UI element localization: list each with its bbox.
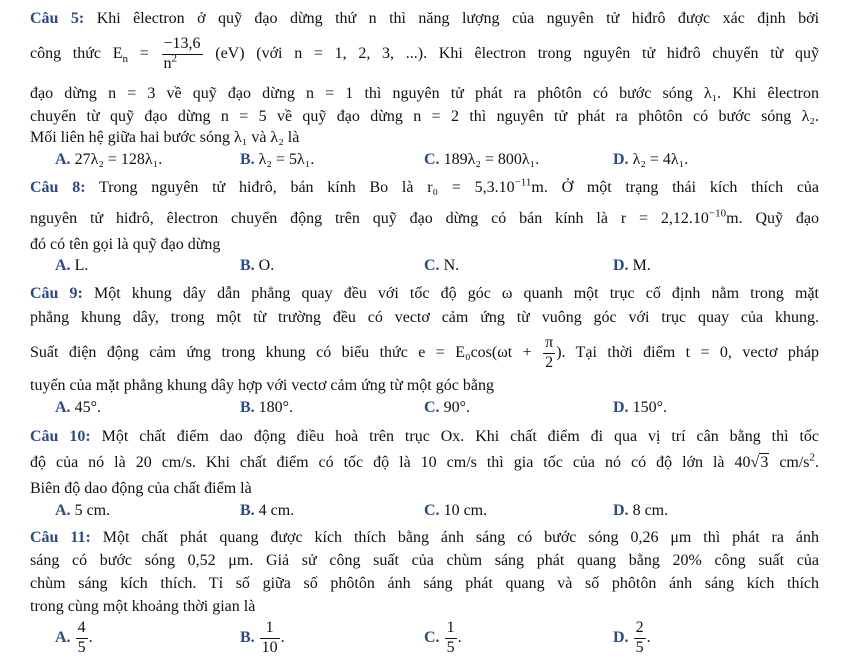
q5-line-3: đạo dừng n = 3 về quỹ đạo dừng n = 1 thì nguyên tử phát ra phôtôn có bước sóng λ₁. Khi êlectron — [30, 85, 819, 102]
q9-options — [0, 400, 843, 420]
q11-line-2: sáng có bước sóng 0,52 μm. Giả sử công suất của chùm sáng phát quang bằng 20% công suất của — [30, 552, 819, 569]
q10-line-1: Câu 10: Một chất điểm dao động điều hoà trên trục Ox. Khi chất điểm đi qua vị trí cân bằng thì tốc — [30, 428, 819, 445]
q5-option-d[interactable]: D. λ₂ = 4λ₁. — [613, 151, 689, 168]
q10-option-d[interactable]: D. 8 cm. — [613, 502, 669, 519]
q9-option-a[interactable]: A. 45°. — [55, 399, 101, 416]
q8-option-c[interactable]: C. N. — [424, 257, 460, 274]
q8-option-a[interactable]: A. L. — [55, 257, 89, 274]
q5-line-1 — [30, 11, 819, 27]
q10-label: Câu 10: — [30, 428, 91, 445]
q10-option-a[interactable]: A. 5 cm. — [55, 502, 111, 519]
q8-line-2: nguyên tử hiđrô, êlectron chuyển động trên quỹ đạo dừng có bán kính là $r = 2,12.10^{-10}m$. Quỹ đạo — [30, 207, 819, 227]
q8-option-b[interactable]: B. O. — [240, 257, 275, 274]
q5-text-2b: (eV) (với n = 1, 2, 3, ...). Khi êlectron trong nguyên tử hiđrô chuyển từ quỹ — [215, 44, 820, 62]
q5-label: Câu 5: — [30, 10, 85, 27]
q5-text-1: Khi êlectron ở quỹ đạo dừng thứ n thì năng lượng của nguyên tử hiđrô được xác định bởi — [96, 10, 820, 27]
q11-options — [0, 620, 843, 664]
q8-line-3: đó có tên gọi là quỹ đạo dừng — [30, 236, 221, 253]
q8-option-d[interactable]: D. M. — [613, 257, 651, 274]
q11-option-d[interactable]: D. $\frac{2}{5}$ . — [613, 619, 651, 656]
acceleration-value: 40√3 $cm/s^2$. — [734, 451, 820, 471]
energy-fraction-denominator: $n^2$ — [163, 52, 177, 72]
bohr-radius: $r_0 = 5,3.10^{-11}$ — [427, 176, 532, 196]
q8-label: Câu 8: — [30, 179, 86, 196]
q10-line-2: độ của nó là 20 cm/s. Khi chất điểm có tốc độ là 10 cm/s thì gia tốc của nó có độ lớn là 40√3 $cm/s^2$. — [30, 451, 820, 471]
energy-fraction-numerator: −13,6 — [162, 36, 203, 55]
q10-options — [0, 503, 843, 523]
q11-line-1: Câu 11: Một chất phát quang được kích thích bằng ánh sáng có bước sóng 0,26 μm thì phát ra ánh — [30, 529, 820, 546]
q11-option-a[interactable]: A. $\frac{4}{5}$ . — [55, 619, 93, 656]
energy-symbol: $E_n$ — [112, 44, 129, 66]
q9-option-b[interactable]: B. 180°. — [240, 399, 294, 416]
q5-option-b[interactable]: B. λ₂ = 5λ₁. — [240, 151, 315, 168]
q9-option-d[interactable]: D. 150°. — [613, 399, 667, 416]
q5-text-2a: công thức — [30, 44, 102, 62]
q10-option-b[interactable]: B. 4 cm. — [240, 502, 295, 519]
q9-line-2: phẳng khung dây, trong một từ trường đều có vectơ cảm ứng từ vuông góc với trục quay của khung. — [30, 309, 819, 326]
q8-line-1: Câu 8: Trong nguyên tử hiđrô, bán kính Bo là $r_0 = 5,3.10^{-11}m$. Ở một trạng thái kích thích của — [30, 176, 820, 196]
q9-line-4: tuyến của mặt phẳng khung dây hợp với vectơ cảm ứng từ một góc bằng — [30, 377, 494, 394]
q11-line-4: trong cùng một khoảng thời gian là — [30, 598, 256, 615]
q5-line-2: công thức $E_n$ = $\frac{-13,6}{n^2}$ (eV) (với n = 1, 2, 3, ...). Khi êlectron trong nguyên tử hiđrô chuyển từ quỹ — [30, 35, 820, 72]
q8-options — [0, 258, 843, 278]
q5-line-5: Mối liên hệ giữa hai bước sóng λ₁ và λ₂ là — [30, 129, 300, 146]
q10-line-3: Biên độ dao động của chất điểm là — [30, 480, 252, 497]
q11-line-3: chùm sáng kích thích. Tỉ số giữa số phôtôn ánh sáng phát quang và số phôtôn ánh sáng kích thích — [30, 575, 819, 592]
q5-option-a[interactable]: A. 27λ₂ = 128λ₁. — [55, 151, 163, 168]
q9-label: Câu 9: — [30, 285, 83, 302]
q11-label: Câu 11: — [30, 529, 91, 546]
q11-option-b[interactable]: B. $\frac{1}{10}$ . — [240, 619, 285, 656]
q9-line-1: Câu 9: Một khung dây dẫn phẳng quay đều với tốc độ góc ω quanh một trục cố định nằm trong mặt — [30, 285, 819, 302]
q10-option-c[interactable]: C. 10 cm. — [424, 502, 488, 519]
q11-option-c[interactable]: C. $\frac{1}{5}$ . — [424, 619, 462, 656]
q5-options — [0, 152, 843, 172]
q9-line-3: Suất điện động cảm ứng trong khung có biểu thức e = E₀cos(ωt + $\frac{\pi}{2}$ ). Tại thời điểm t = 0, vectơ pháp — [30, 334, 820, 371]
energy-fraction — [162, 36, 203, 73]
q9-option-c[interactable]: C. 90°. — [424, 399, 470, 416]
q5-line-4: chuyển từ quỹ đạo dừng n = 5 về quỹ đạo dừng n = 2 thì nguyên tử phát ra phôtôn có bước sóng λ₂. — [30, 108, 819, 125]
pi-over-two-fraction: $\frac{\pi}{2}$ — [545, 334, 554, 371]
q5-option-c[interactable]: C. 189λ₂ = 800λ₁. — [424, 151, 540, 168]
orbit-radius: $r = 2,12.10^{-10}$ — [620, 207, 727, 227]
